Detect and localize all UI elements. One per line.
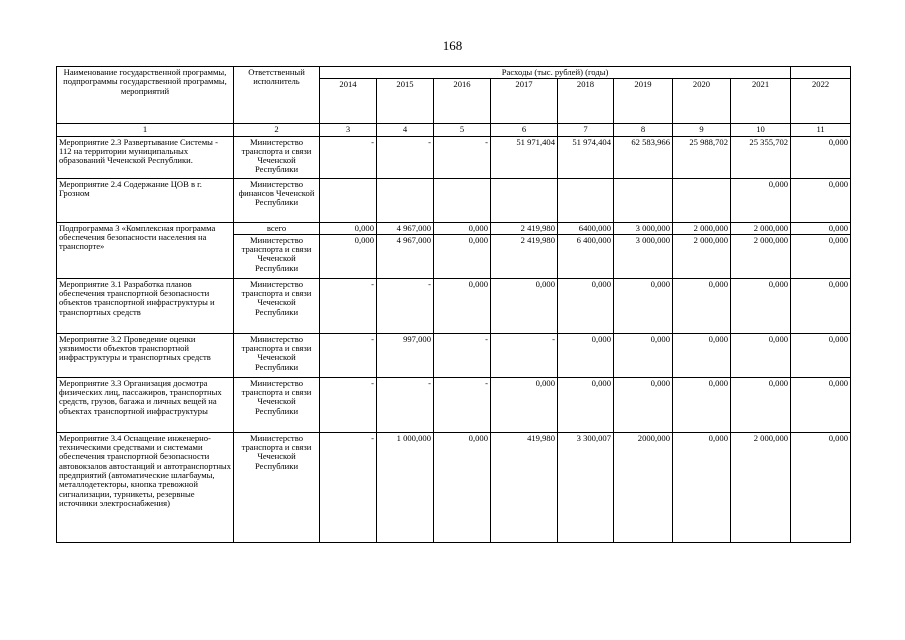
year-cell: 2017 [491,79,558,124]
row-name: Подпрограмма 3 «Комплексная программа обеспечения безопасности населения на транспорте» [57,222,234,278]
year-cell: 2014 [320,79,377,124]
value-cell: 0,000 [320,234,377,278]
value-cell: 0,000 [434,234,491,278]
value-cell: 0,000 [791,178,851,222]
value-cell: 3 000,000 [614,234,673,278]
value-cell [491,178,558,222]
column-index: 11 [791,124,851,136]
value-cell: 4 967,000 [377,222,434,234]
value-cell: 6 400,000 [558,234,614,278]
value-cell: 0,000 [614,377,673,432]
value-cell: 2000,000 [614,432,673,542]
page-number: 168 [442,38,463,53]
row-responsible: Министерство финансов Чеченской Республики [234,178,320,222]
value-cell: 0,000 [434,222,491,234]
header-index-row [57,124,851,136]
column-index: 4 [377,124,434,136]
value-cell: 2 000,000 [731,234,791,278]
value-cell: 0,000 [673,333,731,377]
value-cell [673,178,731,222]
year-cell: 2015 [377,79,434,124]
value-cell: 0,000 [791,222,851,234]
value-cell: 2 419,980 [491,234,558,278]
value-cell: 3 000,000 [614,222,673,234]
year-cell: 2022 [791,79,851,124]
column-index: 9 [673,124,731,136]
year-cell: 2018 [558,79,614,124]
value-cell: 0,000 [791,278,851,333]
row-name: Мероприятие 2.4 Содержание ЦОВ в г. Грозном [57,178,234,222]
value-cell: - [320,432,377,542]
value-cell: 25 988,702 [673,136,731,178]
value-cell: - [434,333,491,377]
row-responsible: Министерство транспорта и связи Чеченской Республики [234,333,320,377]
table-row [57,278,851,333]
value-cell: 51 971,404 [491,136,558,178]
value-cell [320,178,377,222]
year-cell: 2016 [434,79,491,124]
value-cell: 997,000 [377,333,434,377]
row-responsible: Министерство транспорта и связи Чеченской Республики [234,432,320,542]
value-cell: 0,000 [614,278,673,333]
table-row [57,136,851,178]
row-name: Мероприятие 3.2 Проведение оценки уязвимости объектов транспортной инфраструктуры и транспортных средств [57,333,234,377]
value-cell: - [434,377,491,432]
value-cell: 0,000 [791,333,851,377]
value-cell: 3 300,007 [558,432,614,542]
value-cell: 0,000 [558,377,614,432]
year-cell: 2021 [731,79,791,124]
value-cell [434,178,491,222]
table-row [57,222,851,234]
value-cell: 2 419,980 [491,222,558,234]
value-cell: 1 000,000 [377,432,434,542]
value-cell: 0,000 [491,377,558,432]
value-cell: 0,000 [673,377,731,432]
value-cell: 0,000 [731,178,791,222]
column-index: 6 [491,124,558,136]
value-cell: 0,000 [731,278,791,333]
value-cell: 2 000,000 [673,222,731,234]
value-cell: 62 583,966 [614,136,673,178]
value-cell [558,178,614,222]
row-responsible: Министерство транспорта и связи Чеченской Республики [234,136,320,178]
value-cell: - [377,377,434,432]
value-cell: - [320,333,377,377]
value-cell: 6400,000 [558,222,614,234]
table-row [57,377,851,432]
value-cell: 2 000,000 [673,234,731,278]
year-cell: 2019 [614,79,673,124]
column-index: 8 [614,124,673,136]
row-name: Мероприятие 2.3 Развертывание Системы - 112 на территории муниципальных образований Чеченской Республики. [57,136,234,178]
column-index: 5 [434,124,491,136]
value-cell: 0,000 [791,377,851,432]
table-row [57,432,851,542]
value-cell: - [320,278,377,333]
value-cell: 0,000 [673,432,731,542]
expenses-table [56,66,851,543]
value-cell: 419,980 [491,432,558,542]
value-cell: 0,000 [320,222,377,234]
table-row [57,178,851,222]
row-name: Мероприятие 3.4 Оснащение инженерно-техническими средствами и системами обеспечения транспортной безопасности автовокзалов автостанций и автотранспортных предприятий (автоматические шлагбаумы, металлодетекторы, кнопка тревожной сигнализации, турникеты, резервные источники электроснабжения) [57,432,234,542]
value-cell: 0,000 [558,333,614,377]
value-cell: 2 000,000 [731,222,791,234]
row-name: Мероприятие 3.1 Разработка планов обеспечения транспортной безопасности объектов транспортной инфраструктуры и транспортных средств [57,278,234,333]
value-cell: 0,000 [791,136,851,178]
value-cell [377,178,434,222]
value-cell: - [491,333,558,377]
column-index: 1 [57,124,234,136]
header-responsible: Ответственный исполнитель [234,67,320,124]
value-cell: 25 355,702 [731,136,791,178]
value-cell: 0,000 [731,377,791,432]
year-cell: 2020 [673,79,731,124]
row-responsible: Министерство транспорта и связи Чеченской Республики [234,234,320,278]
column-index: 2 [234,124,320,136]
header-name: Наименование государственной программы, подпрограммы государственной программы, мероприятий [57,67,234,124]
value-cell: 0,000 [614,333,673,377]
column-index: 3 [320,124,377,136]
table-row [57,333,851,377]
value-cell: 0,000 [731,333,791,377]
value-cell: 0,000 [791,432,851,542]
value-cell: - [434,136,491,178]
value-cell: - [377,278,434,333]
row-name: Мероприятие 3.3 Организация досмотра физических лиц, пассажиров, транспортных средств, грузов, багажа и личных вещей на объектах транспортной инфраструктуры [57,377,234,432]
header-row-1 [57,67,851,79]
value-cell: - [320,377,377,432]
value-cell: 0,000 [434,432,491,542]
value-cell [614,178,673,222]
column-index: 10 [731,124,791,136]
value-cell: - [320,136,377,178]
value-cell: 2 000,000 [731,432,791,542]
row-responsible: всего [234,222,320,234]
header-expenses: Расходы (тыс. рублей) (годы) [320,67,791,79]
value-cell: 0,000 [791,234,851,278]
row-responsible: Министерство транспорта и связи Чеченской Республики [234,278,320,333]
value-cell: 0,000 [434,278,491,333]
column-index: 7 [558,124,614,136]
value-cell: 4 967,000 [377,234,434,278]
value-cell: 51 974,404 [558,136,614,178]
value-cell: - [377,136,434,178]
header-expenses-blank [791,67,851,79]
value-cell: 0,000 [673,278,731,333]
value-cell: 0,000 [558,278,614,333]
value-cell: 0,000 [491,278,558,333]
row-responsible: Министерство транспорта и связи Чеченской Республики [234,377,320,432]
